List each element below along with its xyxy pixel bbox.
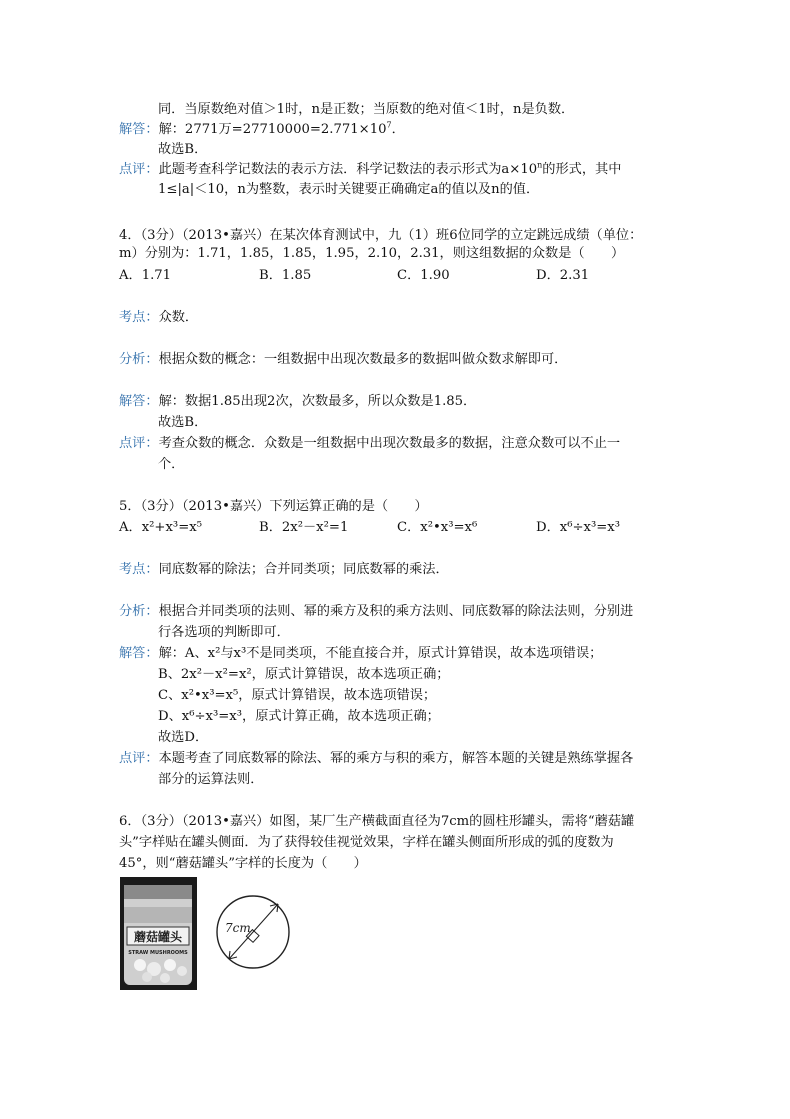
q5-answer-d: D、x⁶÷x³=x³，原式计算正确，故本选项正确； — [158, 709, 440, 724]
q5-answer-c: C、x²•x³=x⁵，原式计算错误，故本选项错误； — [158, 688, 437, 703]
q4-comment — [119, 434, 620, 454]
answer-label: 解答： — [119, 394, 159, 409]
can-label-text: 蘑菇罐头 — [133, 930, 183, 944]
q6-stem-cont2: 45°，则“蘑菇罐头”字样的长度为（ ） — [119, 856, 367, 871]
q5-fenxi — [119, 602, 633, 622]
fenxi-text: 根据合并同类项的法则、幂的乘方及积的乘方法则、同底数幂的除法法则，分别进 — [158, 604, 634, 619]
circle-diagram — [212, 880, 294, 978]
q6-stem-cont: 头”字样贴在罐头侧面．为了获得较佳视觉效果，字样在罐头侧面所形成的弧的度数为 — [119, 835, 614, 850]
comment-text: 此题考查科学记数法的表示方法．科学记数法的表示形式为a×10 — [158, 162, 538, 177]
q5-fenxi-cont: 行各选项的判断即可． — [158, 625, 290, 640]
answer-text-end: ． — [391, 122, 405, 137]
q5-option-c: C．x²•x³=x⁶ — [397, 520, 478, 535]
fenxi-text: 根据众数的概念：一组数据中出现次数最多的数据叫做众数求解即可． — [158, 352, 568, 367]
q3-answer — [119, 120, 405, 140]
q5-comment — [119, 749, 633, 769]
exponent: 7 — [386, 120, 392, 130]
q5-stem: 5．（3分）（2013•嘉兴）下列运算正确的是（ ） — [119, 499, 428, 514]
q5-answer-b: B、2x²－x²=x²，原式计算错误，故本选项正确； — [158, 667, 450, 682]
comment-text-end: 的形式，其中 — [542, 162, 622, 177]
q5-comment-cont: 部分的运算法则． — [158, 772, 264, 787]
fenxi-label: 分析： — [119, 604, 159, 619]
q4-fenxi — [119, 350, 567, 370]
kaodian-text: 同底数幂的除法；合并同类项；同底数幂的乘法． — [158, 562, 449, 577]
q5-option-d: D．x⁶÷x³=x³ — [536, 520, 621, 535]
q5-answer-choice: 故选D． — [158, 730, 209, 745]
answer-label: 解答： — [119, 646, 159, 661]
q3-comment-cont: 1≤|a|＜10，n为整数，表示时关键要正确确定a的值以及n的值． — [158, 182, 540, 197]
q5-answer — [119, 644, 602, 664]
fenxi-label: 分析： — [119, 352, 159, 367]
answer-text: 解：数据1.85出现2次，次数最多，所以众数是1.85． — [158, 394, 477, 409]
q4-kaodian — [119, 308, 198, 328]
q5-option-a: A．x²+x³=x⁵ — [119, 520, 202, 535]
q6-stem: 6．（3分）（2013•嘉兴）如图，某厂生产横截面直径为7cm的圆柱形罐头，需将“蘑菇罐 — [119, 814, 635, 829]
q5-kaodian — [119, 560, 449, 580]
can-image — [120, 877, 197, 990]
comment-label: 点评： — [119, 162, 159, 177]
q4-answer — [119, 392, 476, 412]
q5-option-b: B．2x²－x²=1 — [259, 520, 349, 535]
can-photo — [120, 877, 197, 990]
kaodian-label: 考点： — [119, 562, 159, 577]
q4-option-d: D．2.31 — [536, 268, 590, 283]
can-subtext: STRAW MUSHROOMS — [128, 950, 188, 956]
comment-text: 本题考查了同底数幂的除法、幂的乘方与积的乘方，解答本题的关键是熟练掌握各 — [158, 751, 634, 766]
q4-option-c: C．1.90 — [397, 268, 450, 283]
answer-label: 解答： — [119, 122, 159, 137]
answer-text: 解：2771万=27710000=2.771×10 — [158, 122, 387, 137]
kaodian-label: 考点： — [119, 310, 159, 325]
q3-text-line: 同．当原数绝对值＞1时，n是正数；当原数的绝对值＜1时，n是负数． — [158, 102, 575, 117]
comment-label: 点评： — [119, 751, 159, 766]
q4-stem: 4．（3分）（2013•嘉兴）在某次体育测试中，九（1）班6位同学的立定跳远成绩（单位： — [119, 228, 643, 243]
comment-text: 考查众数的概念．众数是一组数据中出现次数最多的数据，注意众数可以不止一 — [158, 436, 621, 451]
comment-label: 点评： — [119, 436, 159, 451]
exponent: n — [537, 160, 543, 170]
answer-text: 解：A、x²与x³不是同类项，不能直接合并，原式计算错误，故本选项错误； — [158, 646, 603, 661]
kaodian-text: 众数． — [158, 310, 199, 325]
q4-comment-cont: 个． — [158, 457, 185, 472]
diameter-label: 7cm — [225, 921, 251, 935]
q3-comment — [119, 160, 621, 180]
q4-option-b: B．1.85 — [259, 268, 312, 283]
q3-answer-choice: 故选B． — [158, 142, 208, 157]
q4-answer-choice: 故选B． — [158, 415, 208, 430]
q4-option-a: A．1.71 — [119, 268, 172, 283]
q4-stem-cont: m）分别为：1.71，1.85，1.85，1.95，2.10，2.31，则这组数据的众数是（ ） — [119, 246, 625, 261]
